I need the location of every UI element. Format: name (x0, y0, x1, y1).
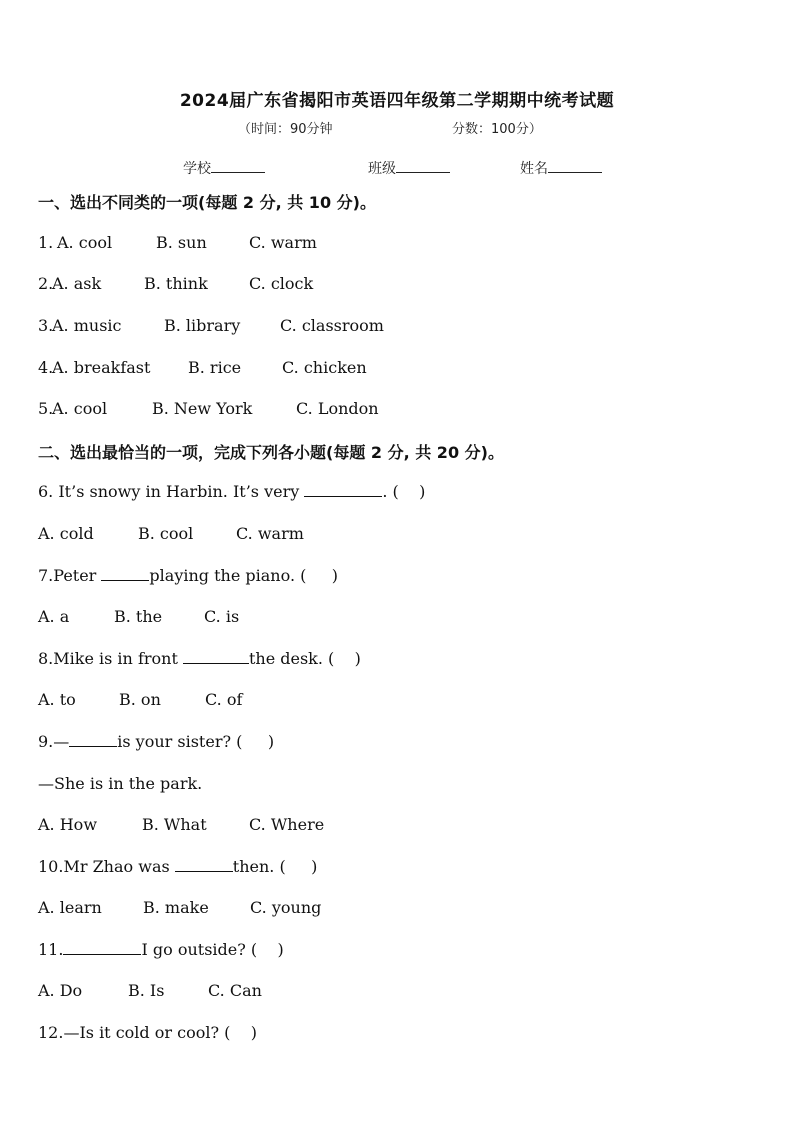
q2-option-a: A. ask (52, 274, 102, 293)
q9-option-c: C. Where (249, 815, 325, 834)
q10-stem-end: then. ( ) (232, 857, 318, 876)
question-11 (38, 940, 284, 959)
q7-blank (101, 566, 149, 581)
q10-option-a: A. learn (38, 898, 102, 917)
section-1-heading: 一、选出不同类的一项(每题 2 分, 共 10 分)。 (38, 193, 376, 212)
name-label: 姓名 (520, 161, 548, 177)
q5-num: 5. (38, 399, 54, 418)
q10-option-b: B. make (143, 898, 209, 917)
q11-stem-start: 11. (38, 940, 64, 959)
name-blank (548, 159, 602, 173)
q11-option-c: C. Can (208, 981, 262, 1000)
q9-option-a: A. How (38, 815, 98, 834)
school-label: 学校 (183, 161, 211, 177)
q8-stem-end: the desk. ( ) (248, 649, 361, 668)
q6-stem-end: . ( ) (382, 482, 426, 501)
q10-blank (175, 857, 233, 872)
q10-stem-start: 10.Mr Zhao was (38, 857, 175, 876)
name-field (520, 158, 602, 178)
q9-blank (69, 732, 117, 747)
q11-option-a: A. Do (38, 981, 83, 1000)
q4-option-c: C. chicken (282, 358, 367, 377)
q3-option-b: B. library (164, 316, 241, 335)
q6-option-b: B. cool (138, 524, 194, 543)
q11-option-b: B. Is (128, 981, 165, 1000)
q8-option-c: C. of (205, 690, 243, 709)
q8-blank (183, 649, 249, 664)
q1-num: 1. (38, 233, 54, 252)
q10-option-c: C. young (250, 898, 322, 917)
q5-option-a: A. cool (52, 399, 108, 418)
q2-option-b: B. think (144, 274, 208, 293)
school-field (183, 158, 265, 178)
q1-option-b: B. sun (156, 233, 207, 252)
q6-option-c: C. warm (236, 524, 304, 543)
q7-option-b: B. the (114, 607, 163, 626)
q5-option-b: B. New York (152, 399, 253, 418)
class-label: 班级 (368, 161, 396, 177)
question-10 (38, 857, 317, 876)
q1-option-c: C. warm (249, 233, 317, 252)
q8-stem-start: 8.Mike is in front (38, 649, 183, 668)
q9-stem-start: 9.— (38, 732, 70, 751)
q5-option-c: C. London (296, 399, 379, 418)
q4-option-b: B. rice (188, 358, 242, 377)
class-field (368, 158, 450, 178)
page-title: 2024届广东省揭阳市英语四年级第二学期期中统考试题 (179, 91, 615, 111)
question-6 (38, 482, 425, 501)
exam-time: （时间：90分钟 (238, 122, 333, 137)
q2-num: 2. (38, 274, 54, 293)
q11-stem-end: I go outside? ( ) (141, 940, 284, 959)
q4-option-a: A. breakfast (52, 358, 151, 377)
q8-option-b: B. on (119, 690, 161, 709)
q8-option-a: A. to (38, 690, 76, 709)
q6-option-a: A. cold (38, 524, 94, 543)
q9-answer-line: —She is in the park. (38, 774, 203, 793)
q11-blank (63, 940, 141, 955)
section-2-heading: 二、选出最恰当的一项，完成下列各小题(每题 2 分, 共 20 分)。 (38, 443, 504, 462)
q6-blank (304, 482, 382, 497)
question-9 (38, 732, 274, 751)
q3-num: 3. (38, 316, 54, 335)
q7-stem-start: 7.Peter (38, 566, 102, 585)
question-12: 12.—Is it cold or cool? ( ) (38, 1023, 257, 1042)
q4-num: 4. (38, 358, 54, 377)
q1-option-a: A. cool (57, 233, 113, 252)
q9-stem-end: is your sister? ( ) (117, 732, 275, 751)
class-blank (396, 159, 450, 173)
q7-stem-end: playing the piano. ( ) (149, 566, 339, 585)
q3-option-c: C. classroom (280, 316, 384, 335)
school-blank (211, 159, 265, 173)
q6-stem-start: 6. It’s snowy in Harbin. It’s very (38, 482, 305, 501)
q2-option-c: C. clock (249, 274, 314, 293)
q9-option-b: B. What (142, 815, 207, 834)
q7-option-a: A. a (38, 607, 70, 626)
question-7 (38, 566, 338, 585)
q3-option-a: A. music (52, 316, 122, 335)
q7-option-c: C. is (204, 607, 240, 626)
exam-score: 分数：100分） (452, 122, 542, 137)
question-8 (38, 649, 361, 668)
